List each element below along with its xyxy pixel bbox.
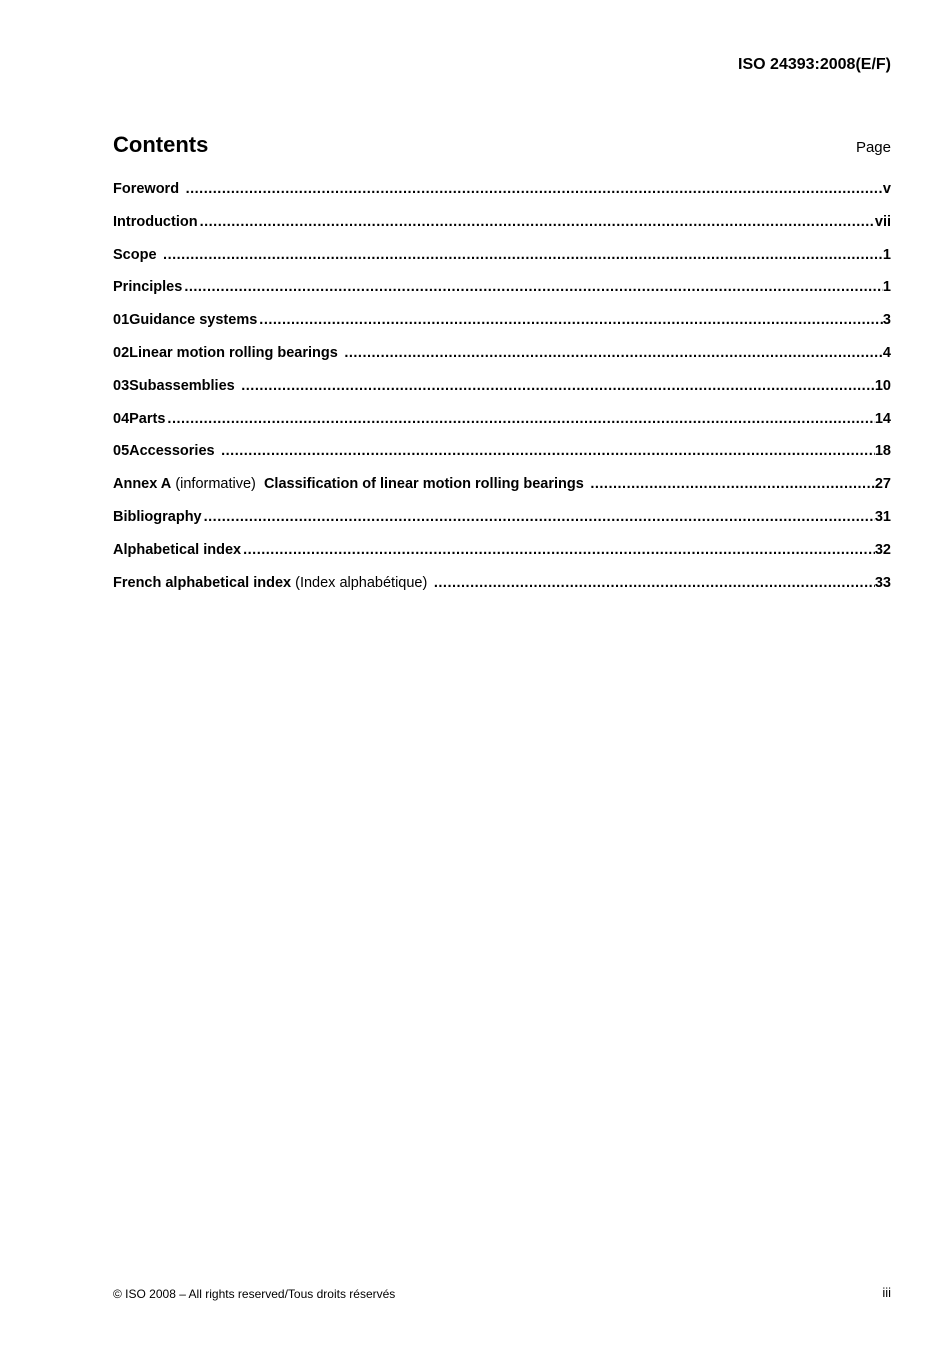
toc-entry-introduction[interactable] (113, 214, 891, 247)
toc-entry-french-alphabetical-index[interactable] (113, 575, 891, 608)
dot-leader (167, 411, 874, 427)
page-number: iii (882, 1285, 891, 1300)
toc-entry-bibliography[interactable] (113, 509, 891, 542)
toc-entry-label: Introduction (113, 213, 198, 230)
dot-leader (184, 279, 883, 295)
dot-leader (204, 509, 875, 525)
toc-entry-number: 01 (113, 312, 130, 329)
toc-entry-page: vii (874, 213, 891, 230)
toc-entry-accessories[interactable] (113, 443, 891, 476)
toc-entry-qualifier: (Index alphabétique) (295, 574, 428, 591)
toc-entry-page: 1 (882, 279, 891, 296)
toc-entry-foreword[interactable] (113, 181, 891, 214)
toc-entry-label: Bibliography (113, 508, 202, 525)
toc-entry-page: 4 (882, 344, 891, 361)
dot-leader (259, 312, 883, 328)
toc-entry-annex-a[interactable] (113, 476, 891, 509)
toc-entry-label: Annex A (113, 476, 172, 493)
toc-entry-parts[interactable] (113, 411, 891, 444)
dot-leader (200, 214, 875, 230)
toc-entry-page: 27 (874, 476, 891, 493)
toc-entry-page: 31 (874, 508, 891, 525)
toc-entry-label: Accessories (129, 443, 215, 460)
toc-entry-page: 33 (874, 574, 891, 591)
dot-leader (340, 345, 883, 361)
dot-leader (181, 181, 883, 197)
toc-entry-subassemblies[interactable] (113, 378, 891, 411)
toc-entry-qualifier: (informative) (175, 476, 256, 493)
contents-title: Contents (113, 132, 209, 157)
toc-entry-scope[interactable] (113, 247, 891, 280)
toc-entry-page: 3 (882, 312, 891, 329)
toc-entry-page: 1 (882, 246, 891, 263)
toc-entry-label: Subassemblies (129, 377, 235, 394)
toc-entry-page: 18 (874, 443, 891, 460)
toc-entry-linear-motion-rolling-bearings[interactable] (113, 345, 891, 378)
toc-entry-number: 04 (113, 410, 130, 427)
dot-leader (217, 443, 875, 459)
dot-leader (429, 575, 875, 591)
toc-entry-label: Principles (113, 279, 183, 296)
toc-entry-number: 02 (113, 344, 130, 361)
toc-entry-label: French alphabetical index (113, 574, 292, 591)
dot-leader (243, 542, 875, 558)
toc-entry-label: Scope (113, 246, 157, 263)
document-id: ISO 24393:2008(E/F) (738, 56, 891, 73)
toc-entry-label: Foreword (113, 181, 180, 197)
toc-entry-label: Parts (129, 410, 166, 427)
copyright-notice: © ISO 2008 – All rights reserved/Tous droits réservés (113, 1287, 396, 1301)
toc-entry-number: 05 (113, 443, 130, 460)
toc-entry-label: Alphabetical index (113, 541, 242, 558)
dot-leader (586, 476, 875, 492)
toc-entry-label: Guidance systems (129, 312, 258, 329)
toc-entry-alphabetical-index[interactable] (113, 542, 891, 575)
toc-entry-principles[interactable] (113, 279, 891, 312)
dot-leader (159, 247, 883, 263)
toc-entry-label: Linear motion rolling bearings (129, 344, 338, 361)
page-column-label: Page (855, 139, 891, 156)
table-of-contents (113, 181, 891, 607)
toc-entry-guidance-systems[interactable] (113, 312, 891, 345)
toc-entry-number: 03 (113, 377, 130, 394)
toc-entry-page: 14 (874, 410, 891, 427)
toc-entry-title: Classification of linear motion rolling bearings (263, 476, 584, 493)
dot-leader (237, 378, 875, 394)
toc-entry-page: 10 (874, 377, 891, 394)
toc-entry-page: v (882, 181, 891, 197)
toc-entry-page: 32 (874, 541, 891, 558)
